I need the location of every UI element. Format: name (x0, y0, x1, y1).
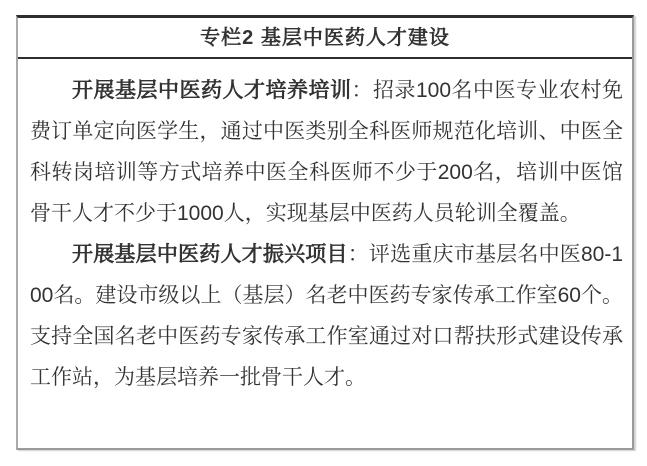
column-panel (16, 15, 634, 450)
paragraph-training-colon: ： (351, 79, 373, 102)
panel-title: 专栏2 基层中医药人才建设 (18, 18, 632, 59)
paragraph-revitalization (30, 234, 623, 398)
paragraph-training-lead: 开展基层中医药人才培养培训 (72, 79, 352, 102)
paragraph-training-text: 招录100名中医专业农村免费订单定向医学生，通过中医类别全科医师规范化培训、中医全科转岗培训等方式培养中医全科医师不少于200名，培训中医馆骨干人才不少于1000人，实现基层中医药人员轮训全覆盖。 (30, 79, 624, 225)
panel-body (18, 59, 632, 398)
paragraph-revitalization-lead: 开展基层中医药人才振兴项目 (72, 243, 348, 266)
paragraph-revitalization-text: 评选重庆市基层名中医80-100名。建设市级以上（基层）名老中医药专家传承工作室60个。支持全国名老中医药专家传承工作室通过对口帮扶形式建设传承工作站，为基层培养一批骨干人才。 (30, 243, 624, 389)
paragraph-training (30, 70, 623, 234)
paragraph-revitalization-colon: ： (347, 243, 369, 266)
